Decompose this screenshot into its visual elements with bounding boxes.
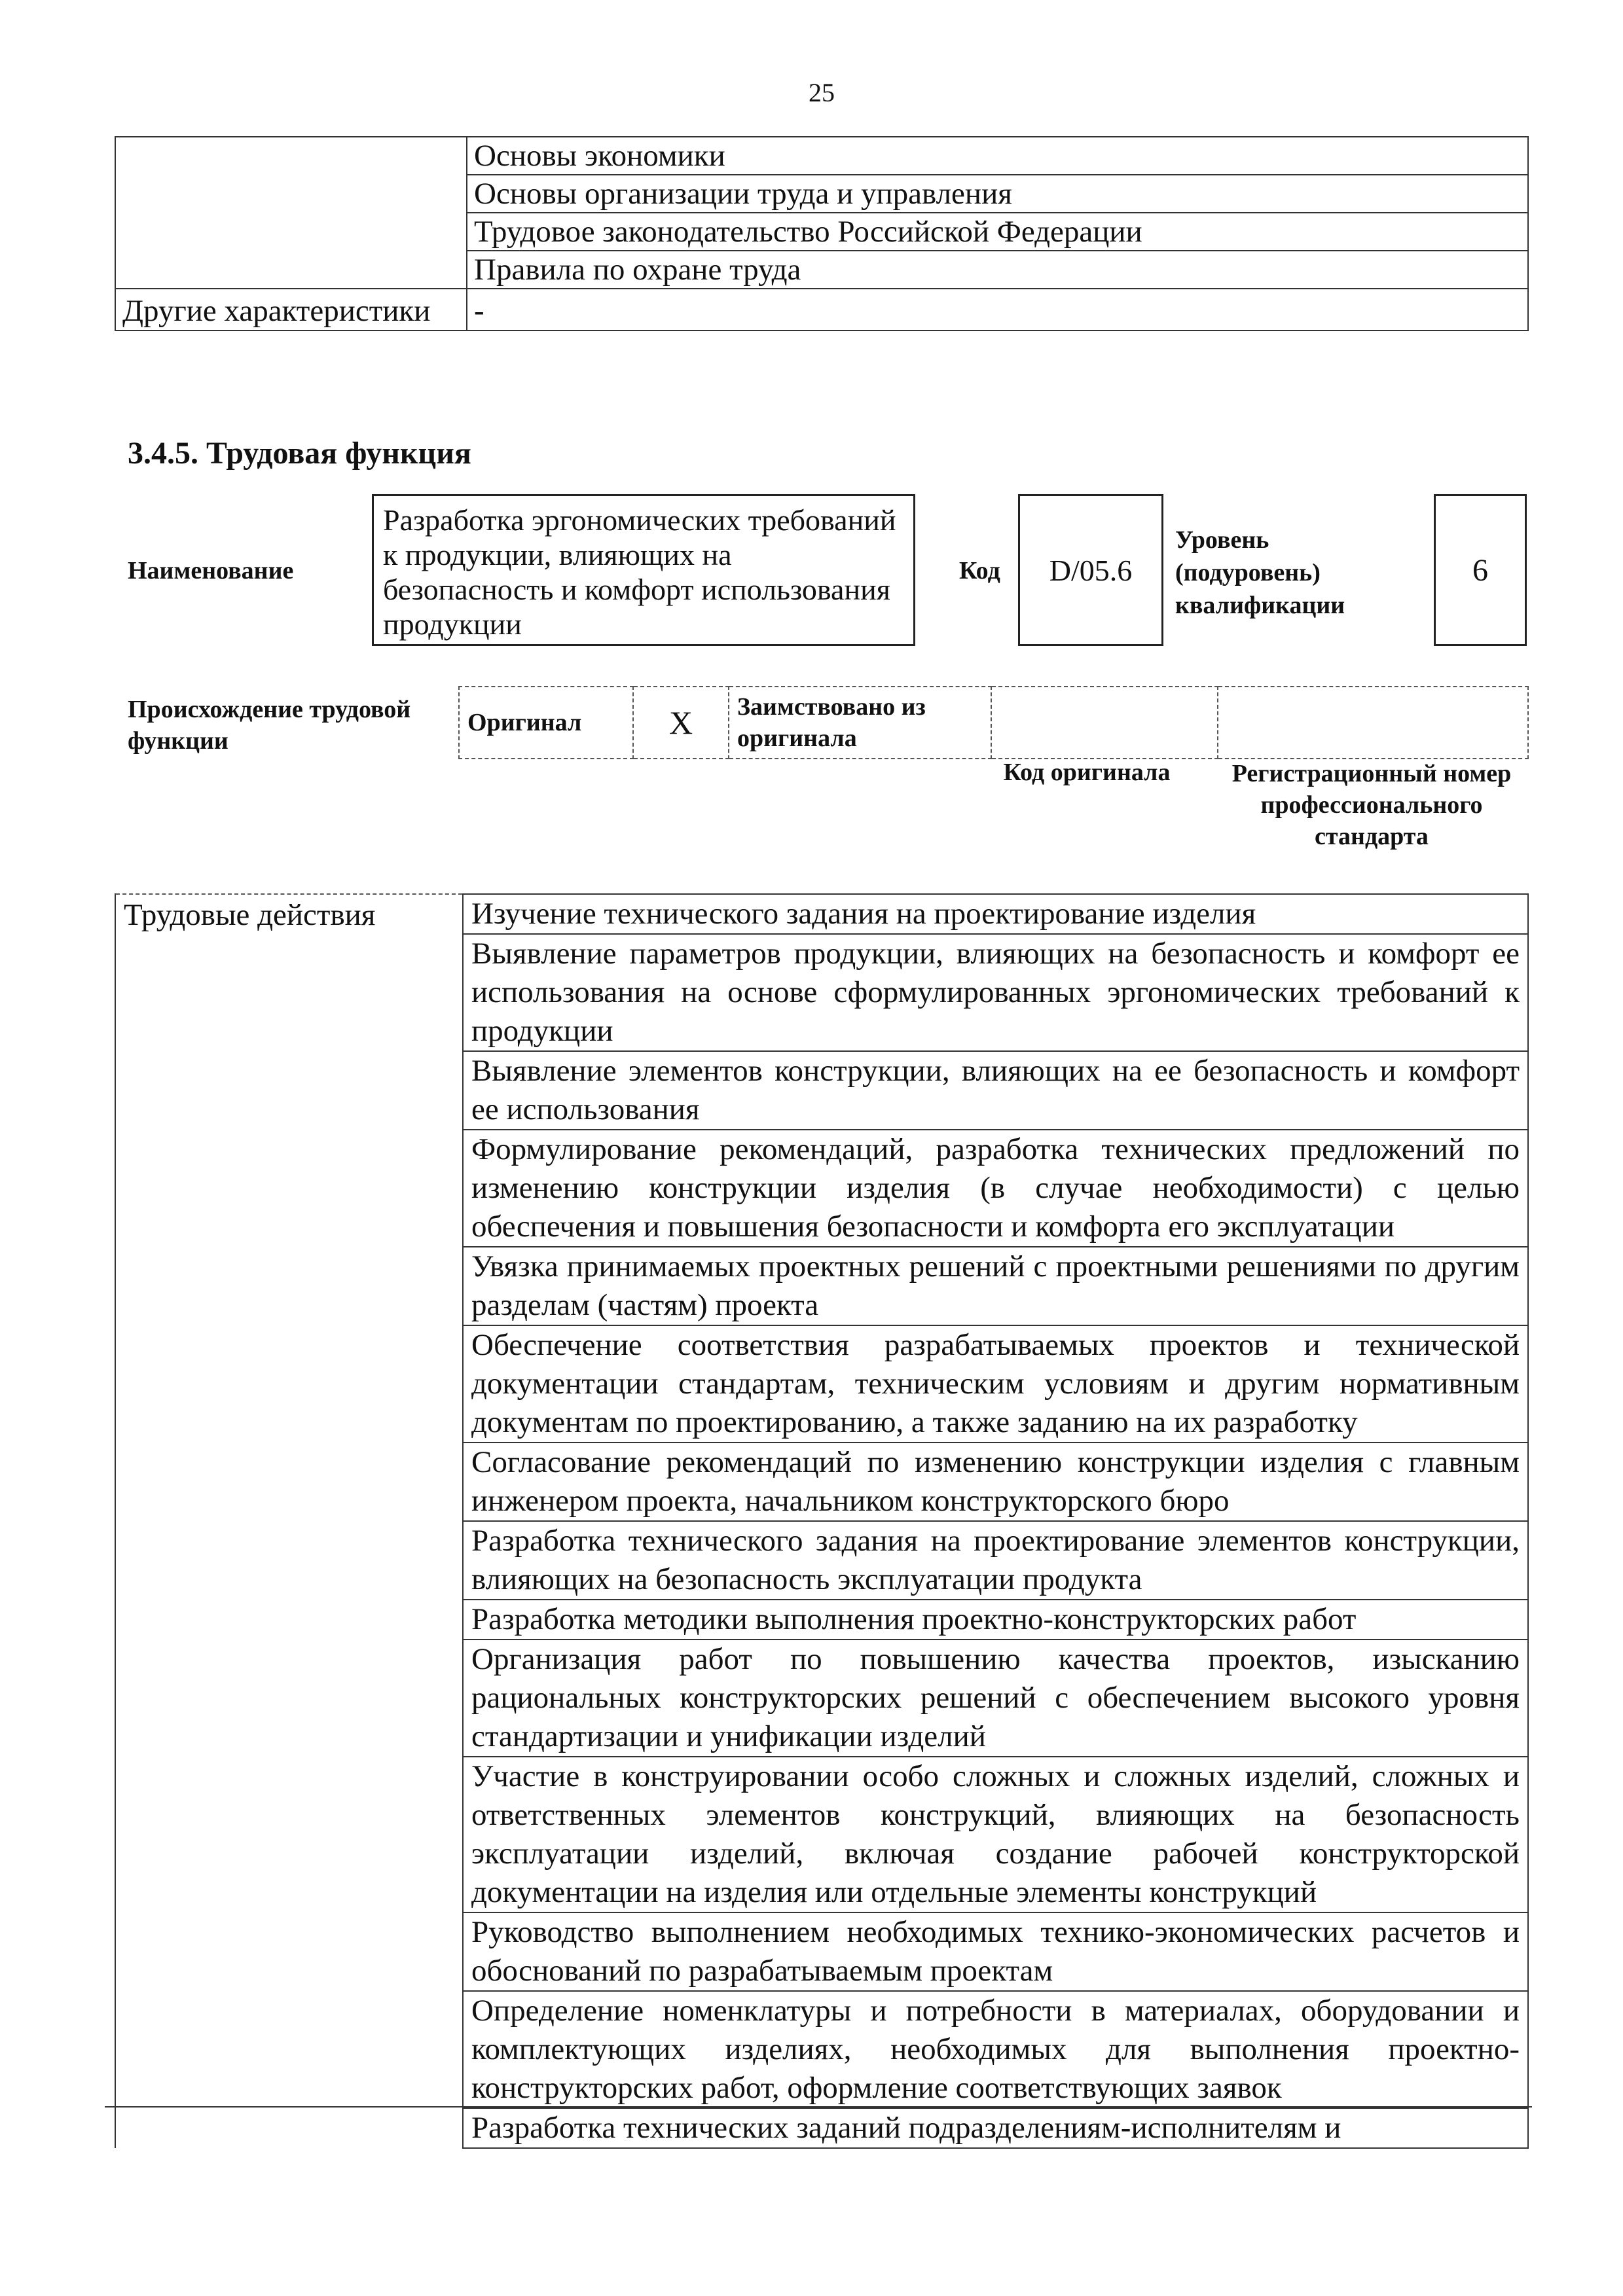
labor-action-item: Формулирование рекомендаций, разработка технических предложений по изменению конструкции изделия (в случае необходимости) с целью обеспечения и повышения безопасности и комфорта его эксплуатации <box>463 1130 1528 1247</box>
labor-action-item: Разработка технического задания на проектирование элементов конструкции, влияющих на безопасность эксплуатации продукта <box>463 1521 1528 1600</box>
labor-action-item: Участие в конструировании особо сложных и сложных изделий, сложных и ответственных элементов конструкций, влияющих на безопасность эксплуатации изделий, включая создание рабочей конструкторской документации на изделия или отдельные элементы конструкций <box>463 1757 1528 1912</box>
knowledge-item: Трудовое законодательство Российской Федерации <box>467 213 1528 251</box>
original-label: Оригинал <box>459 687 633 759</box>
name-label: Наименование <box>128 557 294 584</box>
knowledge-item: Правила по охране труда <box>467 251 1528 289</box>
borrowed-label: Заимствовано из оригинала <box>729 687 991 759</box>
function-code-value: D/05.6 <box>1018 494 1163 646</box>
origin-label: Происхождение трудовой функции <box>128 696 411 755</box>
knowledge-item: Основы организации труда и управления <box>467 175 1528 213</box>
empty-label-cell <box>115 137 467 289</box>
labor-action-item: Увязка принимаемых проектных решений с проектными решениями по другим разделам (частям) проекта <box>463 1247 1528 1325</box>
original-mark: X <box>633 687 729 759</box>
labor-actions-label: Трудовые действия <box>115 894 463 2148</box>
labor-action-item: Выявление элементов конструкции, влияющих на ее безопасность и комфорт ее использования <box>463 1051 1528 1130</box>
origin-table <box>458 686 1529 759</box>
labor-action-item: Разработка технических заданий подразделениям-исполнителям и <box>463 2108 1528 2148</box>
page-bottom-rule <box>105 2106 1532 2108</box>
labor-action-item: Изучение технического задания на проектирование изделия <box>463 894 1528 934</box>
other-characteristics-value: - <box>467 289 1528 331</box>
page-number: 25 <box>809 78 835 107</box>
knowledge-continuation-table <box>115 136 1529 331</box>
qualification-level-label: Уровень (подуровень) квалификации <box>1175 526 1345 619</box>
labor-action-item: Выявление параметров продукции, влияющих на безопасность и комфорт ее использования на основе сформулированных эргономических требований к продукции <box>463 934 1528 1051</box>
labor-action-item: Согласование рекомендаций по изменению конструкции изделия с главным инженером проекта, начальником конструкторского бюро <box>463 1443 1528 1521</box>
registration-number-cell <box>1218 687 1528 759</box>
function-name-value: Разработка эргономических требований к продукции, влияющих на безопасность и комфорт использования продукции <box>372 494 915 646</box>
knowledge-item: Основы экономики <box>467 137 1528 175</box>
labor-action-item: Руководство выполнением необходимых технико-экономических расчетов и обоснований по разрабатываемым проектам <box>463 1912 1528 1991</box>
labor-actions-table <box>115 893 1529 2149</box>
labor-action-item: Определение номенклатуры и потребности в материалах, оборудовании и комплектующих изделиях, необходимых для выполнения проектно-конструкторских работ, оформление соответствующих заявок <box>463 1991 1528 2108</box>
code-label: Код <box>959 557 1000 584</box>
original-code-cell <box>991 687 1218 759</box>
qualification-level-value: 6 <box>1434 494 1527 646</box>
code-original-caption: Код оригинала <box>1003 759 1171 786</box>
section-heading: 3.4.5. Трудовая функция <box>128 436 471 471</box>
labor-action-item: Обеспечение соответствия разрабатываемых проектов и технической документации стандартам, техническим условиям и другим нормативным документам по проектированию, а также заданию на их разработку <box>463 1325 1528 1443</box>
labor-action-item: Разработка методики выполнения проектно-конструкторских работ <box>463 1600 1528 1640</box>
labor-action-item: Организация работ по повышению качества проектов, изысканию рациональных конструкторских решений с обеспечением высокого уровня стандартизации и унификации изделий <box>463 1640 1528 1757</box>
registration-number-caption: Регистрационный номер профессионального стандарта <box>1231 760 1512 850</box>
other-characteristics-label: Другие характеристики <box>115 289 467 331</box>
